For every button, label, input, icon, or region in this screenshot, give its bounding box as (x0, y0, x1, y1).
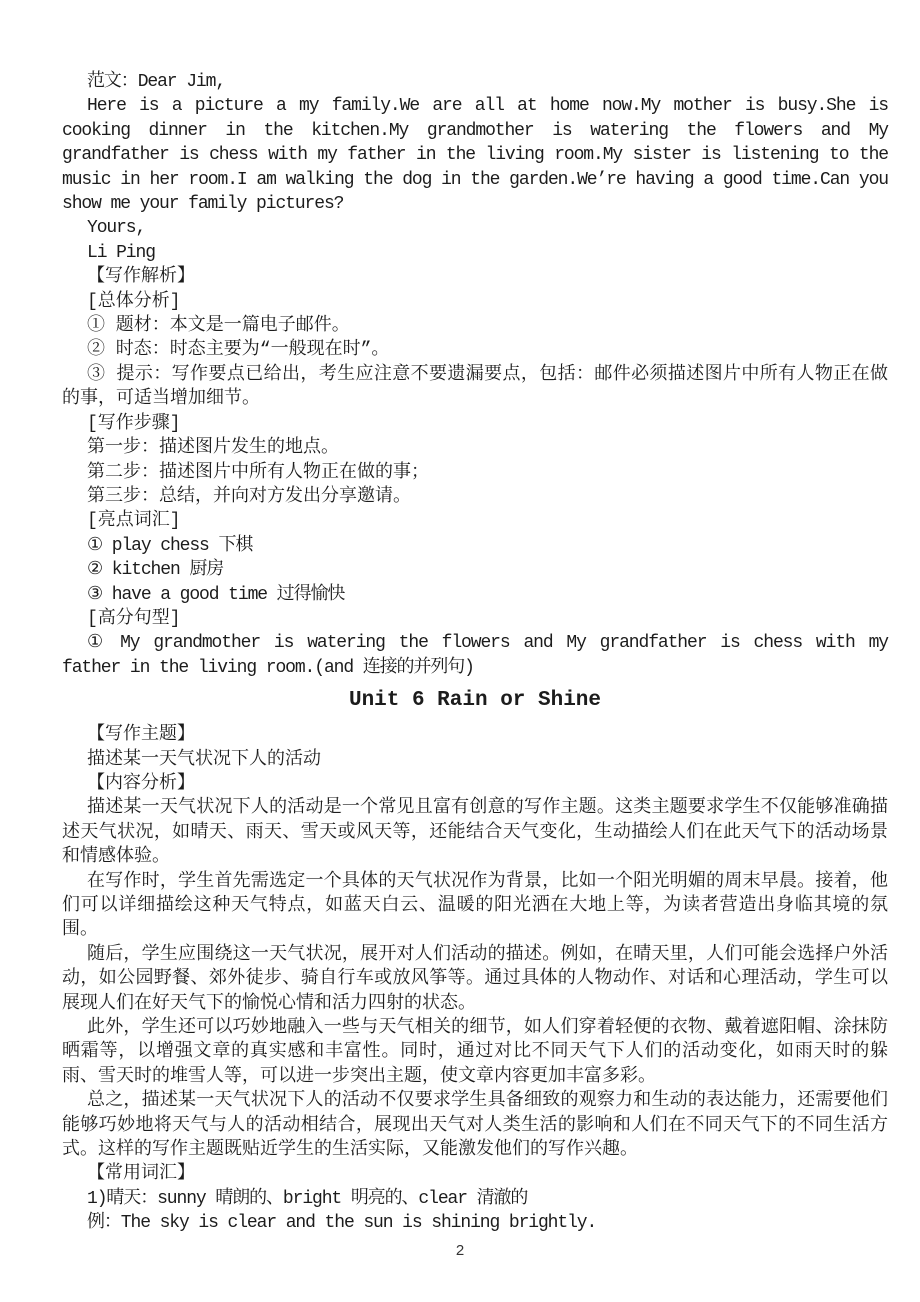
paragraph: ③ have a good time 过得愉快 (87, 584, 345, 605)
paragraph: 【内容分析】 (87, 773, 195, 794)
paragraph: 在写作时，学生首先需选定一个具体的天气状况作为背景，比如一个阳光明媚的周末早晨。接着，他们可以详细描绘这种天气特点，如蓝天白云、温暖的阳光洒在大地上等，为读者营造出身临其境的氛围。 (62, 871, 888, 941)
paragraph: ① play chess 下棋 (87, 535, 253, 556)
paragraph: 描述某一天气状况下人的活动是一个常见且富有创意的写作主题。这类主题要求学生不仅能够准确描述天气状况，如晴天、雨天、雪天或风天等，还能结合天气变化，生动描绘人们在此天气下的活动场景和情感体验。 (62, 798, 888, 868)
paragraph: 例：The sky is clear and the sun is shining brightly. (87, 1213, 597, 1234)
paragraph: [亮点词汇] (87, 511, 181, 532)
paragraph: ② 时态：时态主要为“一般现在时”。 (87, 340, 390, 361)
paragraph: ① 题材：本文是一篇电子邮件。 (87, 316, 350, 337)
paragraph: 范文：Dear Jim, (87, 72, 226, 92)
paragraph: ② kitchen 厨房 (87, 560, 224, 581)
paragraph: ① My grandmother is watering the flowers and My grandfather is chess with my father in the living room.(and 连接的并列句) (62, 633, 888, 678)
paragraph: 描述某一天气状况下人的活动 (87, 749, 321, 770)
paragraph: ③ 提示：写作要点已给出，考生应注意不要遗漏要点，包括：邮件必须描述图片中所有人物正在做的事，可适当增加细节。 (62, 364, 888, 410)
paragraph: Li Ping (87, 242, 155, 263)
document-body (62, 70, 888, 1236)
paragraph: 1)晴天：sunny 晴朗的、bright 明亮的、clear 清澈的 (87, 1188, 528, 1209)
paragraph: 随后，学生应围绕这一天气状况，展开对人们活动的描述。例如，在晴天里，人们可能会选择户外活动，如公园野餐、郊外徒步、骑自行车或放风筝等。通过具体的人物动作、对话和心理活动，学生可以展现人们在好天气下的愉悦心情和活力四射的状态。 (62, 944, 888, 1014)
paragraph: Here is a picture a my family.We are all at home now.My mother is busy.She is cooking dinner in the kitchen.My grandmother is watering the flowers and My grandfather is chess with my father in the living room.My sister is listening to the music in her room.I am walking the dog in the garden.We’re having a good time.Can you show me your family pictures? (62, 96, 888, 215)
paragraph: [写作步骤] (87, 413, 181, 434)
paragraph: 第二步：描述图片中所有人物正在做的事； (87, 462, 429, 483)
paragraph: 【写作主题】 (87, 725, 195, 746)
paragraph: 【写作解析】 (87, 267, 195, 288)
paragraph: 第一步：描述图片发生的地点。 (87, 438, 339, 459)
paragraph: [高分句型] (87, 608, 181, 629)
page-number: 2 (455, 1242, 465, 1259)
paragraph: 此外，学生还可以巧妙地融入一些与天气相关的细节，如人们穿着轻便的衣物、戴着遮阳帽、涂抹防晒霜等，以增强文章的真实感和丰富性。同时，通过对比不同天气下人们的活动变化，如雨天时的躲雨、雪天时的堆雪人等，可以进一步突出主题，使文章内容更加丰富多彩。 (62, 1018, 888, 1087)
unit-heading: Unit 6 Rain or Shine (348, 689, 602, 713)
paragraph: 第三步：总结，并向对方发出分享邀请。 (87, 486, 411, 507)
paragraph: 总之，描述某一天气状况下人的活动不仅要求学生具备细致的观察力和生动的表达能力，还需要他们能够巧妙地将天气与人的活动相结合，展现出天气对人类生活的影响和人们在不同天气下的不同生活方式。这样的写作主题既贴近学生的生活实际，又能激发他们的写作兴趣。 (62, 1091, 888, 1161)
paragraph: 【常用词汇】 (87, 1164, 195, 1185)
paragraph: Yours, (87, 218, 146, 239)
paragraph: [总体分析] (87, 291, 181, 312)
